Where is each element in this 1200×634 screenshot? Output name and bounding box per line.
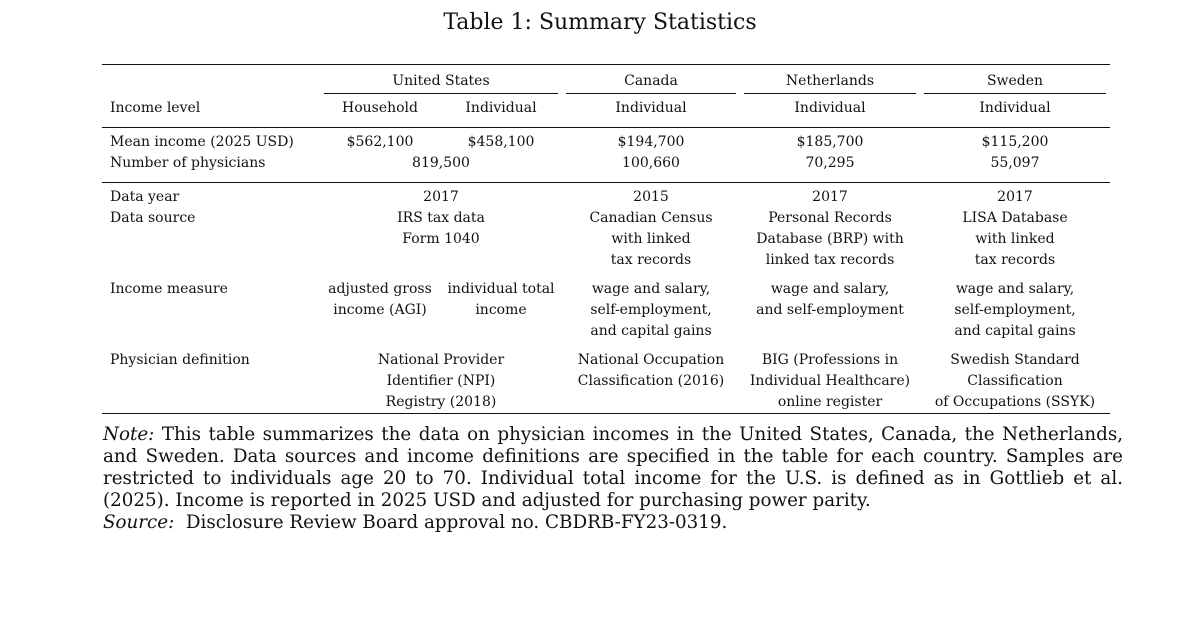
- canada-physician-definition: National Occupation Classification (2016): [562, 350, 740, 414]
- source-paragraph: [103, 512, 1123, 534]
- physician-definition-label: Physician definition: [102, 350, 320, 414]
- sweden-data-source: LISA Database with linked tax records: [962, 210, 1068, 268]
- sweden-measure: wage and salary, self-employment, and capital gains: [954, 281, 1076, 339]
- data-source-label: Data source: [110, 210, 196, 226]
- physicians-row: [102, 153, 1110, 174]
- country-sweden: Sweden: [920, 65, 1110, 93]
- physician-definition-row: [102, 350, 1110, 414]
- sweden-physician-definition: Swedish Standard Classification of Occupations (SSYK): [920, 350, 1110, 414]
- country-header-row: [102, 65, 1110, 93]
- netherlands-income-level: Individual: [794, 100, 866, 116]
- netherlands-mean: $185,700: [740, 128, 920, 154]
- netherlands-data-year: 2017: [740, 183, 920, 209]
- netherlands-data-source: Personal Records Database (BRP) with linked tax records: [756, 210, 904, 268]
- netherlands-measure: wage and salary, and self-employment: [756, 281, 904, 318]
- country-netherlands: Netherlands: [740, 65, 920, 93]
- country-canada: Canada: [562, 65, 740, 93]
- us-data-source: IRS tax data Form 1040: [397, 210, 485, 247]
- note-label: Note:: [103, 424, 155, 445]
- physicians-label: Number of physicians: [110, 155, 266, 171]
- us-individual-level: Individual: [465, 100, 537, 116]
- mean-income-row: [102, 128, 1110, 154]
- note-text: This table summarizes the data on physician incomes in the United States, Canada, the Netherlands, and Sweden. Data sources and income definitions are specified in the table for each country. Samples are restricted to individuals age 20 to 70. Individual total income for the U.S. is defined as in Gottlieb et al. (2025). Income is reported in 2025 USD and adjusted for purchasing power parity.: [103, 424, 1124, 511]
- sweden-data-year: 2017: [920, 183, 1110, 209]
- sweden-mean: $115,200: [920, 128, 1110, 154]
- income-measure-row: [102, 279, 1110, 342]
- data-source-row: [102, 208, 1110, 271]
- canada-physicians: 100,660: [622, 155, 680, 171]
- us-data-year: 2017: [320, 183, 562, 209]
- source-text: Disclosure Review Board approval no. CBDRB-FY23-0319.: [185, 512, 728, 533]
- income-measure-label: Income measure: [110, 281, 228, 297]
- netherlands-physician-definition: BIG (Professions in Individual Healthcare) online register: [740, 350, 920, 414]
- us-physicians: 819,500: [412, 155, 470, 171]
- canada-income-level: Individual: [615, 100, 687, 116]
- netherlands-physicians: 70,295: [805, 155, 855, 171]
- income-level-row: [102, 92, 1110, 119]
- summary-statistics-table: [102, 64, 1110, 414]
- canada-data-year: 2015: [562, 183, 740, 209]
- table-notes: [103, 424, 1123, 534]
- income-level-label: Income level: [110, 100, 201, 116]
- canada-measure: wage and salary, self-employment, and capital gains: [590, 281, 712, 339]
- us-household-measure: adjusted gross income (AGI): [328, 281, 432, 318]
- us-household-mean: $562,100: [320, 128, 440, 154]
- canada-mean: $194,700: [562, 128, 740, 154]
- us-individual-measure: individual total income: [447, 281, 555, 318]
- table-title: Table 1: Summary Statistics: [443, 10, 757, 35]
- note-paragraph: [103, 424, 1123, 512]
- country-us: United States: [320, 65, 562, 93]
- us-household-level: Household: [341, 100, 418, 116]
- data-year-label: Data year: [102, 183, 320, 209]
- source-label: Source:: [103, 512, 175, 533]
- data-year-row: [102, 183, 1110, 209]
- us-individual-mean: $458,100: [440, 128, 562, 154]
- canada-data-source: Canadian Census with linked tax records: [589, 210, 713, 268]
- mean-income-label: Mean income (2025 USD): [102, 128, 320, 154]
- us-physician-definition: National Provider Identifier (NPI) Registry (2018): [320, 350, 562, 414]
- sweden-income-level: Individual: [979, 100, 1051, 116]
- sweden-physicians: 55,097: [990, 155, 1040, 171]
